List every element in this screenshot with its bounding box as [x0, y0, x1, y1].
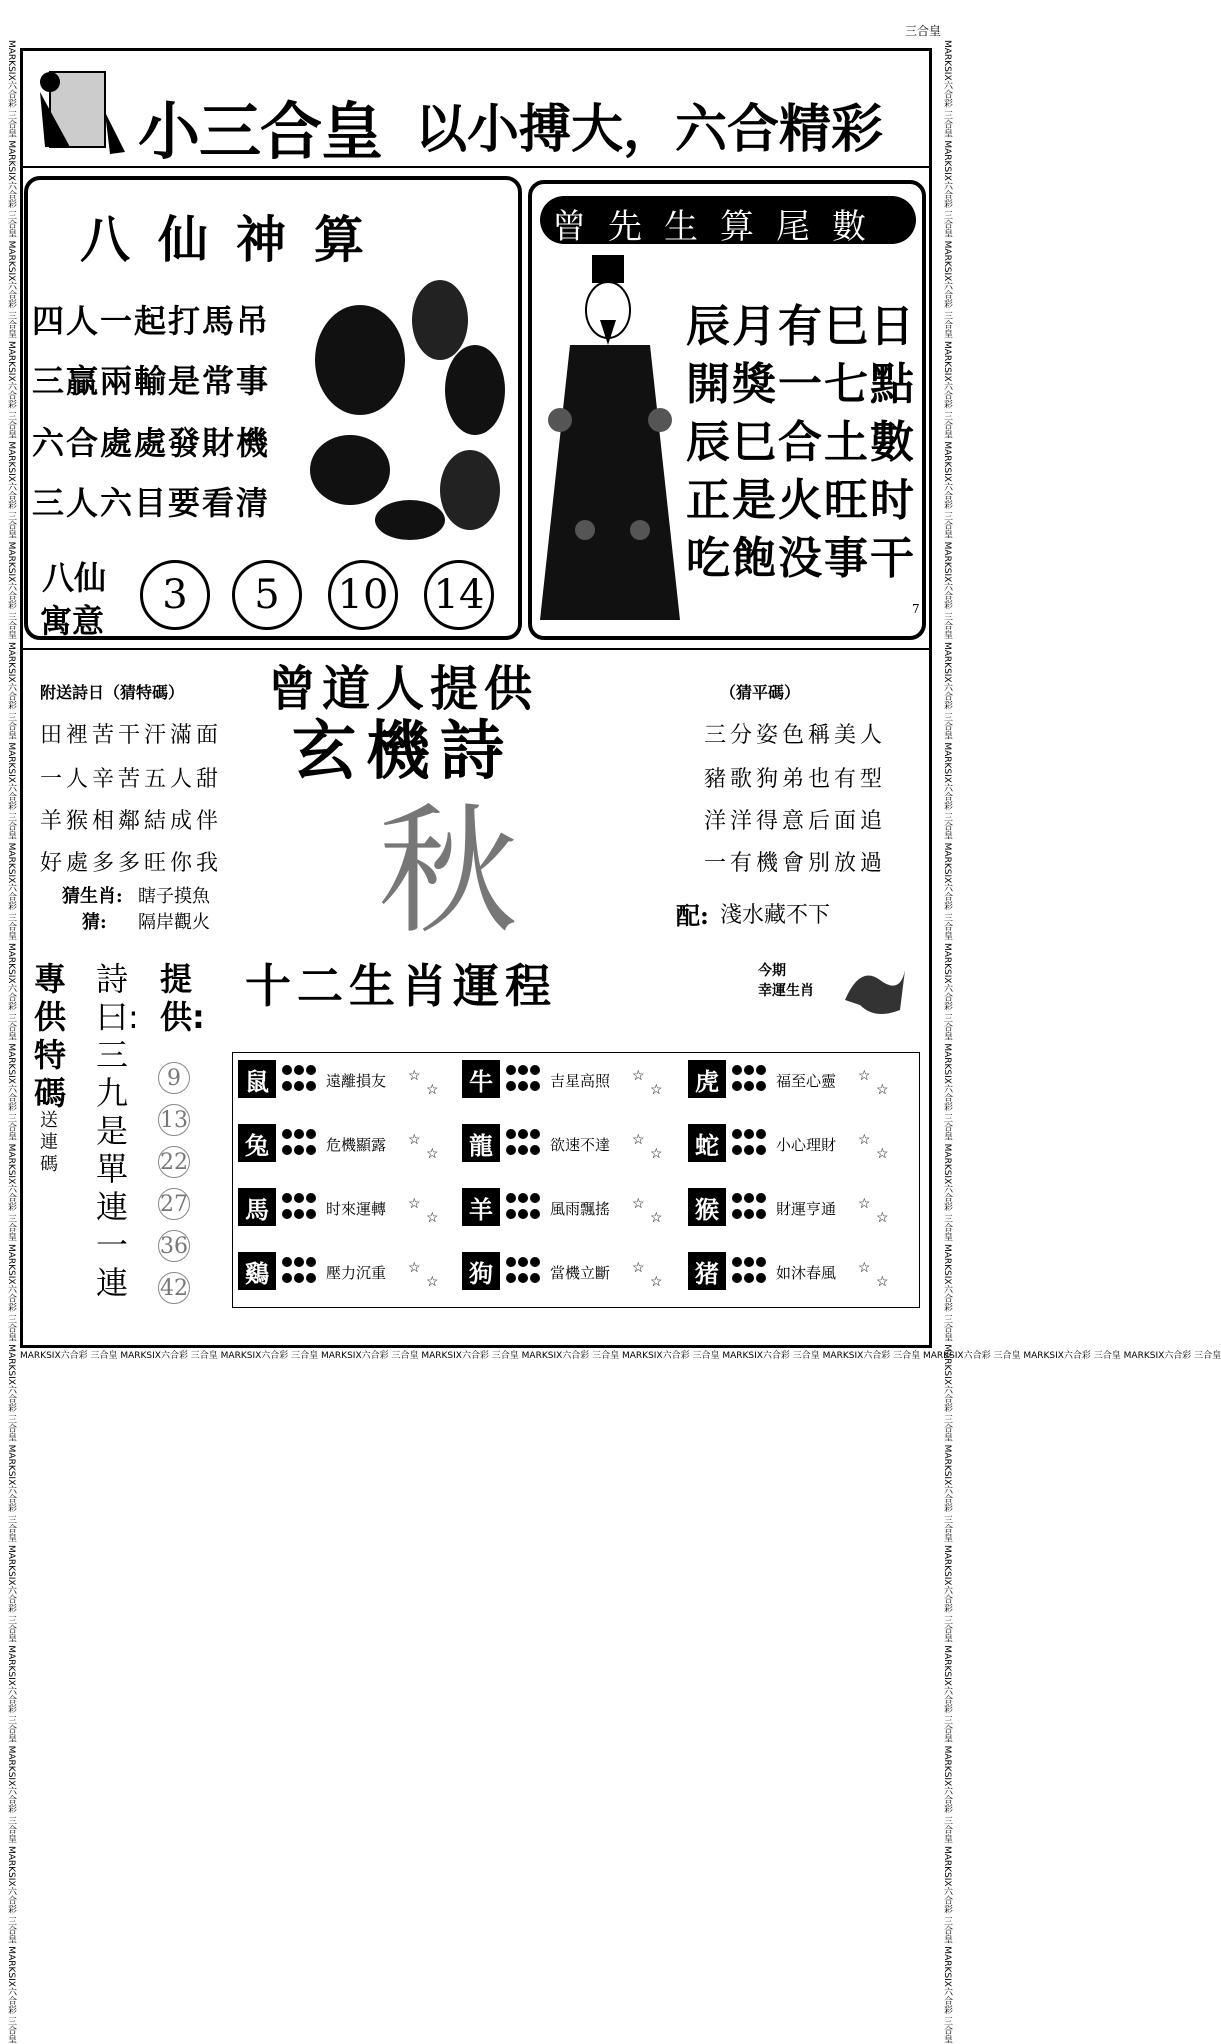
- star-icon: ☆: [876, 1082, 889, 1098]
- pair-value: 淺水藏不下: [720, 903, 831, 928]
- star-icon: ☆: [650, 1274, 663, 1290]
- special-number-1: 9: [158, 1062, 190, 1094]
- zeng-portrait-icon: [530, 250, 690, 635]
- zeng-line-3: 辰巳合土數: [686, 417, 916, 468]
- star-icon: ☆: [650, 1210, 663, 1226]
- baxian-line-3: 六合處處發財機: [32, 424, 271, 462]
- special-col-1: 專供特碼: [34, 960, 67, 1112]
- guess-zodiac: 瞎子摸魚: [138, 886, 210, 907]
- dragon-illustration: [840, 960, 910, 1020]
- border-right: MARKSIX六合彩 三合皇 MARKSIX六合彩 三合皇 MARKSIX六合彩 三合皇 MARKSIX六合彩 三合皇 MARKSIX六合彩 三合皇 MARKSIX六合彩 三合皇 MARKSIX六合彩 三合皇 MARKSIX六合彩 三合皇 MARKSIX六合彩 三合皇 MARKSIX六合彩 三合皇 MARKSIX六合彩 三合皇 MARKSIX六合彩 三合皇 MARKSIX六合彩 三合皇 MARKSIX六合彩 三合皇 MARKSIX六合彩 三合皇 MARKSIX六合彩 三合皇 MARKSIX六合彩 三合皇 MARKSIX六合彩 三合皇 MARKSIX六合彩 三合皇 MARKSIX六合彩 三合皇: [942, 40, 952, 2044]
- baxian-number-3: 10: [328, 560, 398, 630]
- zodiac-fortune: 福至心靈: [776, 1072, 837, 1090]
- xuanji-left-line-4: 好處多多旺你我: [40, 851, 223, 876]
- star-icon: ☆: [426, 1274, 439, 1290]
- special-number-2: 13: [158, 1104, 190, 1136]
- zodiac-fortune: 时來運轉: [326, 1200, 387, 1218]
- xuanji-right-head: （猜平碼）: [720, 683, 801, 702]
- special-col-3: 提供:: [160, 960, 205, 1036]
- zodiac-dots: [282, 1193, 316, 1223]
- zodiac-title: 十二生肖運程: [245, 959, 557, 1013]
- star-icon: ☆: [632, 1260, 645, 1276]
- special-number-6: 42: [158, 1272, 190, 1304]
- star-icon: ☆: [876, 1274, 889, 1290]
- zodiac-side-1: 今期: [758, 963, 786, 979]
- xuanji-title: 玄機詩: [292, 715, 514, 789]
- baxian-label-2: 寓意: [40, 602, 105, 640]
- logo-name: 小三合皇: [138, 95, 383, 168]
- zeng-line-5: 吃飽没事干: [686, 533, 916, 584]
- zeng-line-1: 辰月有巳日: [686, 301, 916, 352]
- zodiac-animal: 馬: [238, 1188, 276, 1226]
- lottery-man-icon: [30, 62, 130, 157]
- star-icon: ☆: [408, 1260, 421, 1276]
- zodiac-dots: [282, 1257, 316, 1287]
- star-icon: ☆: [632, 1132, 645, 1148]
- xuanji-left-line-3: 羊猴相鄰結成伴: [40, 809, 223, 834]
- special-number-5: 36: [158, 1230, 190, 1262]
- guess-value: 隔岸觀火: [138, 912, 210, 933]
- baxian-label-1: 八仙: [42, 559, 107, 597]
- star-icon: ☆: [408, 1196, 421, 1212]
- zodiac-dots: [732, 1129, 766, 1159]
- zodiac-animal: 狗: [462, 1252, 500, 1290]
- border-left: MARKSIX六合彩 三合皇 MARKSIX六合彩 三合皇 MARKSIX六合彩 三合皇 MARKSIX六合彩 三合皇 MARKSIX六合彩 三合皇 MARKSIX六合彩 三合皇 MARKSIX六合彩 三合皇 MARKSIX六合彩 三合皇 MARKSIX六合彩 三合皇 MARKSIX六合彩 三合皇 MARKSIX六合彩 三合皇 MARKSIX六合彩 三合皇 MARKSIX六合彩 三合皇 MARKSIX六合彩 三合皇 MARKSIX六合彩 三合皇 MARKSIX六合彩 三合皇 MARKSIX六合彩 三合皇 MARKSIX六合彩 三合皇 MARKSIX六合彩 三合皇 MARKSIX六合彩 三合皇: [6, 40, 16, 2044]
- zodiac-fortune: 小心理財: [776, 1136, 837, 1154]
- zodiac-fortune: 如沐春風: [776, 1264, 837, 1282]
- header-illustration: [30, 62, 130, 157]
- baxian-title: 八仙神算: [80, 210, 392, 269]
- zodiac-fortune: 吉星高照: [550, 1072, 611, 1090]
- zeng-line-4: 正是火旺时: [686, 475, 916, 526]
- xuanji-big-char: 秋: [378, 791, 519, 954]
- zodiac-animal: 虎: [688, 1060, 726, 1098]
- zodiac-animal: 龍: [462, 1124, 500, 1162]
- zodiac-fortune: 當機立斷: [550, 1264, 611, 1282]
- xuanji-left-line-1: 田裡苦干汗滿面: [40, 723, 223, 748]
- zodiac-animal: 鷄: [238, 1252, 276, 1290]
- zodiac-fortune: 欲速不達: [550, 1136, 611, 1154]
- star-icon: ☆: [858, 1068, 871, 1084]
- zodiac-dots: [506, 1257, 540, 1287]
- header-divider: [22, 166, 930, 168]
- zodiac-dots: [506, 1065, 540, 1095]
- zeng-line-2: 開獎一七點: [686, 359, 916, 410]
- immortals-icon: [290, 270, 520, 550]
- border-top-right: 三合皇: [905, 24, 942, 38]
- zodiac-dots: [732, 1257, 766, 1287]
- zodiac-fortune: 壓力沉重: [326, 1264, 387, 1282]
- star-icon: ☆: [876, 1146, 889, 1162]
- star-icon: ☆: [650, 1146, 663, 1162]
- xuanji-right-line-3: 洋洋得意后面追: [704, 809, 887, 834]
- zeng-man-illustration: [530, 250, 690, 635]
- special-col-1-sub: 送連碼: [40, 1110, 58, 1175]
- zodiac-animal: 猴: [688, 1188, 726, 1226]
- baxian-number-2: 5: [232, 560, 302, 630]
- star-icon: ☆: [632, 1196, 645, 1212]
- star-icon: ☆: [858, 1132, 871, 1148]
- star-icon: ☆: [858, 1260, 871, 1276]
- pair-label: 配:: [676, 901, 709, 930]
- star-icon: ☆: [408, 1132, 421, 1148]
- zeng-title: 曾先生算尾數: [552, 207, 888, 247]
- zodiac-side-2: 幸運生肖: [758, 983, 814, 999]
- star-icon: ☆: [876, 1210, 889, 1226]
- guess-label: 猜:: [82, 912, 107, 933]
- zodiac-fortune: 風雨飄搖: [550, 1200, 611, 1218]
- star-icon: ☆: [426, 1210, 439, 1226]
- zodiac-animal: 蛇: [688, 1124, 726, 1162]
- special-col-2: 詩曰:三九是單連一連: [96, 960, 139, 1302]
- zodiac-dots: [506, 1193, 540, 1223]
- xuanji-provider: 曾道人提供: [268, 661, 539, 717]
- baxian-line-1: 四人一起打馬吊: [32, 302, 271, 340]
- zodiac-dots: [732, 1065, 766, 1095]
- star-icon: ☆: [858, 1196, 871, 1212]
- slogan: 以小搏大，六合精彩: [415, 100, 884, 160]
- baxian-number-4: 14: [424, 560, 494, 630]
- zodiac-animal: 猪: [688, 1252, 726, 1290]
- xuanji-left-line-2: 一人辛苦五人甜: [40, 767, 223, 792]
- xuanji-left-head: 附送詩日（猜特碼）: [40, 683, 185, 702]
- zodiac-animal: 牛: [462, 1060, 500, 1098]
- zodiac-fortune: 危機顯露: [326, 1136, 387, 1154]
- star-icon: ☆: [426, 1146, 439, 1162]
- eight-immortals-illustration: [290, 270, 520, 550]
- dragon-icon: [840, 960, 910, 1020]
- xuanji-right-line-1: 三分姿色稱美人: [704, 723, 887, 748]
- star-icon: ☆: [426, 1082, 439, 1098]
- star-icon: ☆: [650, 1082, 663, 1098]
- guess-zodiac-label: 猜生肖:: [62, 886, 123, 907]
- xuanji-right-line-4: 一有機會別放過: [704, 851, 887, 876]
- zodiac-dots: [506, 1129, 540, 1159]
- star-icon: ☆: [632, 1068, 645, 1084]
- zodiac-dots: [282, 1065, 316, 1095]
- zodiac-fortune: 遠離損友: [326, 1072, 387, 1090]
- special-number-4: 27: [158, 1188, 190, 1220]
- zodiac-animal: 羊: [462, 1188, 500, 1226]
- zodiac-animal: 鼠: [238, 1060, 276, 1098]
- zodiac-fortune: 財運亨通: [776, 1200, 837, 1218]
- zodiac-animal: 兔: [238, 1124, 276, 1162]
- zodiac-dots: [282, 1129, 316, 1159]
- zeng-corner: 7: [912, 602, 920, 616]
- border-bottom: MARKSIX六合彩 三合皇 MARKSIX六合彩 三合皇 MARKSIX六合彩 三合皇 MARKSIX六合彩 三合皇 MARKSIX六合彩 三合皇 MARKSIX六合彩 三合皇 MARKSIX六合彩 三合皇 MARKSIX六合彩 三合皇 MARKSIX六合彩 三合皇 MARKSIX六合彩 三合皇 MARKSIX六合彩 三合皇 MARKSIX六合彩 三合皇: [20, 1351, 1221, 1361]
- special-number-3: 22: [158, 1146, 190, 1178]
- baxian-line-4: 三人六目要看清: [32, 484, 271, 522]
- xuanji-right-line-2: 豬歌狗弟也有型: [704, 767, 887, 792]
- baxian-line-2: 三贏兩輸是常事: [32, 362, 271, 400]
- star-icon: ☆: [408, 1068, 421, 1084]
- zodiac-dots: [732, 1193, 766, 1223]
- baxian-number-1: 3: [140, 560, 210, 630]
